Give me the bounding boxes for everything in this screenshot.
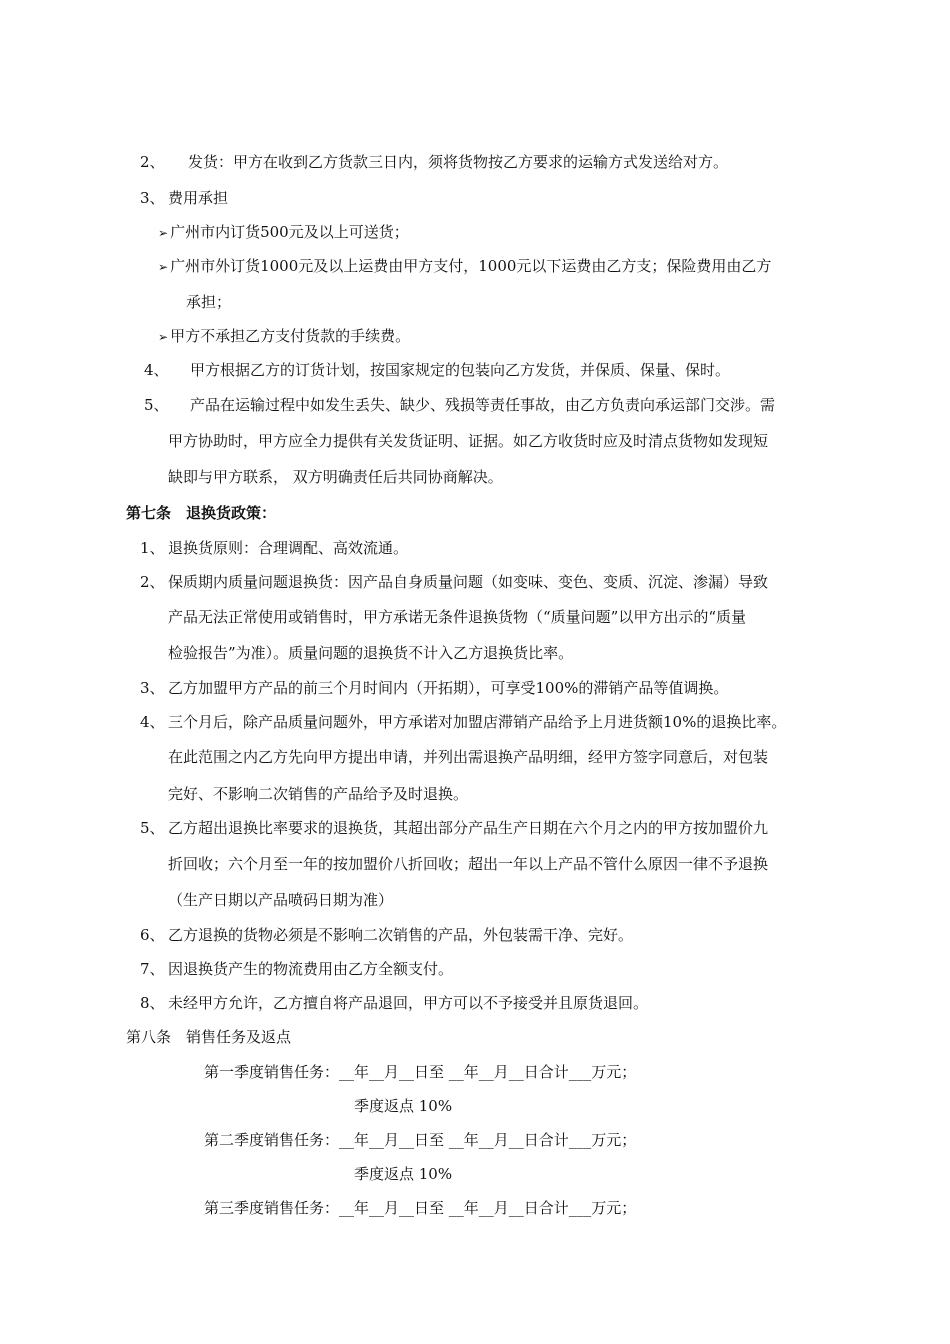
item-text: 保质期内质量问题退换货：因产品自身质量问题（如变味、变色、变质、沉淀、渗漏）导致 bbox=[168, 573, 769, 591]
bullet-text: 承担； bbox=[186, 293, 232, 311]
clause6-item-4 bbox=[144, 360, 730, 380]
item-number: 1、 bbox=[140, 539, 165, 557]
item-number: 5、 bbox=[144, 396, 169, 414]
clause7-item-4 bbox=[140, 712, 786, 732]
clause7-item-3 bbox=[140, 678, 728, 698]
item-text: 乙方加盟甲方产品的前三个月时间内（开拓期），可享受100%的滞销产品等值调换。 bbox=[168, 679, 729, 697]
item-number: 6、 bbox=[140, 926, 165, 944]
item-number: 3、 bbox=[140, 189, 165, 207]
item-continuation: 完好、不影响二次销售的产品给予及时退换。 bbox=[168, 785, 469, 803]
bullet-continuation bbox=[186, 292, 231, 312]
bullet-text: 广州市内订货500元及以上可送货； bbox=[170, 223, 409, 241]
item-text: 三个月后，除产品质量问题外，甲方承诺对加盟店滞销产品给予上月进货额10%的退换比率。 bbox=[168, 713, 787, 731]
q2-sales-target: 第二季度销售任务：__年__月__日至 __年__月__日合计___万元； bbox=[204, 1131, 637, 1149]
item-text: 发货：甲方在收到乙方货款三日内，须将货物按乙方要求的运输方式发送给对方。 bbox=[188, 153, 729, 171]
bullet-text: 甲方不承担乙方支付货款的手续费。 bbox=[170, 327, 411, 345]
arrow-bullet-icon: ➢ bbox=[158, 260, 169, 274]
clause6-item-5 bbox=[144, 395, 775, 415]
clause7-item-6 bbox=[140, 925, 633, 945]
item-continuation: 产品无法正常使用或销售时，甲方承诺无条件退换货物（“质量问题”以甲方出示的“质量 bbox=[168, 608, 747, 626]
item-text: 费用承担 bbox=[168, 189, 229, 207]
clause7-item-2 bbox=[140, 572, 768, 592]
q3-sales-target: 第三季度销售任务：__年__月__日至 __年__月__日合计___万元； bbox=[204, 1199, 637, 1217]
item-continuation: （生产日期以产品喷码日期为准） bbox=[168, 891, 394, 909]
item-number: 2、 bbox=[140, 573, 165, 591]
item-number: 4、 bbox=[140, 713, 165, 731]
clause7-item-7 bbox=[140, 959, 453, 979]
clause7-heading: 第七条 退换货政策： bbox=[126, 504, 277, 522]
item-continuation: 在此范围之内乙方先向甲方提出申请，并列出需退换产品明细，经甲方签字同意后，对包装 bbox=[168, 748, 769, 766]
bullet-text: 广州市外订货1000元及以上运费由甲方支付，1000元以下运费由乙方支；保险费用由乙方 bbox=[170, 257, 772, 275]
bullet-item bbox=[158, 256, 771, 277]
item-number: 7、 bbox=[140, 960, 165, 978]
q1-rebate: 季度返点 10% bbox=[354, 1097, 453, 1115]
item-continuation: 缺即与甲方联系， 双方明确责任后共同协商解决。 bbox=[168, 468, 503, 486]
arrow-bullet-icon: ➢ bbox=[158, 226, 169, 240]
item-text: 乙方超出退换比率要求的退换货，其超出部分产品生产日期在六个月之内的甲方按加盟价九 bbox=[168, 819, 769, 837]
item-number: 3、 bbox=[140, 679, 165, 697]
q1-sales-target: 第一季度销售任务：__年__月__日至 __年__月__日合计___万元； bbox=[204, 1063, 637, 1081]
q2-rebate: 季度返点 10% bbox=[354, 1165, 453, 1183]
item-text: 未经甲方允许，乙方擅自将产品退回，甲方可以不予接受并且原货退回。 bbox=[168, 994, 649, 1012]
item-text: 乙方退换的货物必须是不影响二次销售的产品，外包装需干净、完好。 bbox=[168, 926, 634, 944]
clause7-item-1 bbox=[140, 538, 408, 558]
item-number: 2、 bbox=[140, 153, 165, 171]
clause6-item-3 bbox=[140, 188, 228, 208]
clause6-item-2 bbox=[140, 152, 728, 172]
item-continuation: 折回收；六个月至一年的按加盟价八折回收；超出一年以上产品不管什么原因一律不予退换 bbox=[168, 855, 769, 873]
bullet-item bbox=[158, 326, 410, 347]
clause7-item-5 bbox=[140, 818, 768, 838]
item-continuation: 检验报告”为准）。质量问题的退换货不计入乙方退换货比率。 bbox=[168, 644, 574, 662]
bullet-item bbox=[158, 222, 409, 243]
item-text: 甲方根据乙方的订货计划，按国家规定的包装向乙方发货，并保质、保量、保时。 bbox=[190, 361, 731, 379]
clause7-item-8 bbox=[140, 993, 648, 1013]
arrow-bullet-icon: ➢ bbox=[158, 330, 169, 344]
clause8-heading: 第八条 销售任务及返点 bbox=[126, 1028, 292, 1046]
item-text: 因退换货产生的物流费用由乙方全额支付。 bbox=[168, 960, 454, 978]
item-continuation: 甲方协助时，甲方应全力提供有关发货证明、证据。如乙方收货时应及时清点货物如发现短 bbox=[168, 432, 769, 450]
item-number: 4、 bbox=[144, 361, 169, 379]
item-text: 产品在运输过程中如发生丢失、缺少、残损等责任事故，由乙方负责向承运部门交涉。需 bbox=[190, 396, 776, 414]
item-number: 5、 bbox=[140, 819, 165, 837]
item-text: 退换货原则：合理调配、高效流通。 bbox=[168, 539, 409, 557]
item-number: 8、 bbox=[140, 994, 165, 1012]
